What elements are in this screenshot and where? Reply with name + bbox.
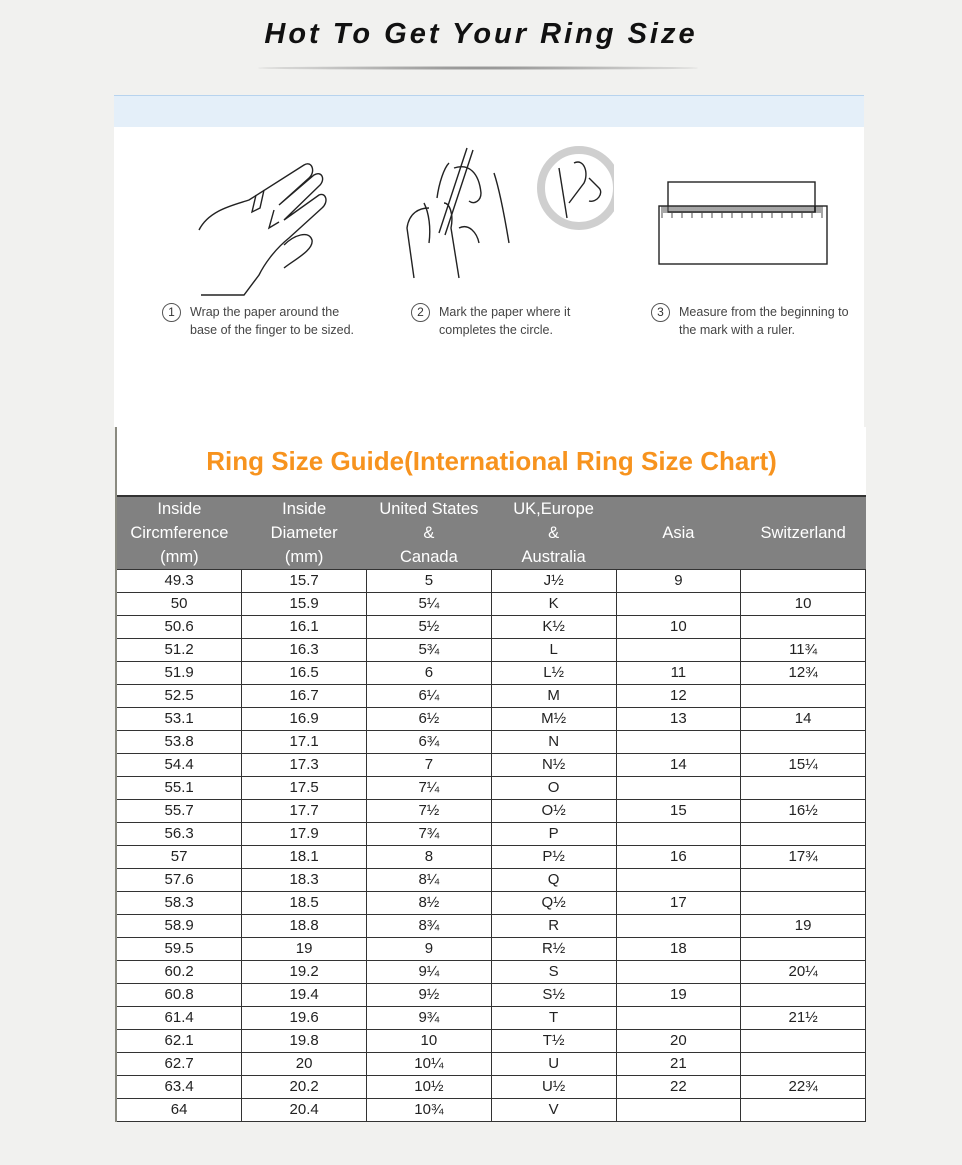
cell-asia xyxy=(616,639,741,662)
cell-switzerland: 10 xyxy=(741,593,866,616)
table-row xyxy=(117,639,866,662)
cell-uk-europe-australia: S½ xyxy=(491,984,616,1007)
column-header-line: Canada xyxy=(399,548,458,566)
cell-us-canada: 10 xyxy=(367,1030,492,1053)
cell-asia: 18 xyxy=(616,938,741,961)
table-row xyxy=(117,754,866,777)
step-2 xyxy=(411,303,570,339)
cell-switzerland: 15¼ xyxy=(741,754,866,777)
cell-us-canada: 8 xyxy=(367,846,492,869)
cell-inside-diameter: 16.5 xyxy=(242,662,367,685)
cell-inside-diameter: 20 xyxy=(242,1053,367,1076)
step-3-line-2: the mark with a ruler. xyxy=(679,323,796,337)
table-row xyxy=(117,869,866,892)
cell-us-canada: 6 xyxy=(367,662,492,685)
cell-inside-circumference: 50.6 xyxy=(117,616,242,639)
column-header-asia xyxy=(616,497,741,570)
cell-asia: 15 xyxy=(616,800,741,823)
column-header-line: UK,Europe xyxy=(513,500,594,518)
column-header-line: Inside xyxy=(157,500,202,518)
cell-inside-circumference: 61.4 xyxy=(117,1007,242,1030)
cell-us-canada: 8½ xyxy=(367,892,492,915)
column-header-us-canada xyxy=(367,497,492,570)
cell-inside-circumference: 62.1 xyxy=(117,1030,242,1053)
cell-inside-circumference: 54.4 xyxy=(117,754,242,777)
table-row xyxy=(117,777,866,800)
cell-uk-europe-australia: K½ xyxy=(491,616,616,639)
ruler-icon xyxy=(654,175,834,270)
cell-uk-europe-australia: L½ xyxy=(491,662,616,685)
cell-switzerland: 17¾ xyxy=(741,846,866,869)
table-row xyxy=(117,846,866,869)
cell-uk-europe-australia: U½ xyxy=(491,1076,616,1099)
cell-us-canada: 9 xyxy=(367,938,492,961)
table-row xyxy=(117,938,866,961)
cell-switzerland xyxy=(741,823,866,846)
step-2-number: 2 xyxy=(411,303,430,322)
cell-inside-diameter: 20.4 xyxy=(242,1099,367,1122)
step-1-line-1: Wrap the paper around the xyxy=(190,305,340,319)
cell-switzerland xyxy=(741,570,866,593)
cell-uk-europe-australia: T xyxy=(491,1007,616,1030)
step-1-line-2: base of the finger to be sized. xyxy=(190,323,354,337)
cell-asia: 16 xyxy=(616,846,741,869)
cell-inside-circumference: 64 xyxy=(117,1099,242,1122)
cell-inside-diameter: 16.1 xyxy=(242,616,367,639)
cell-inside-diameter: 16.7 xyxy=(242,685,367,708)
cell-us-canada: 6¼ xyxy=(367,685,492,708)
cell-uk-europe-australia: M½ xyxy=(491,708,616,731)
cell-asia: 21 xyxy=(616,1053,741,1076)
cell-us-canada: 7¼ xyxy=(367,777,492,800)
step-2-line-1: Mark the paper where it xyxy=(439,305,571,319)
step-2-line-2: completes the circle. xyxy=(439,323,553,337)
ring-size-chart xyxy=(115,427,866,1122)
cell-switzerland: 16½ xyxy=(741,800,866,823)
table-body xyxy=(117,570,866,1122)
cell-uk-europe-australia: N xyxy=(491,731,616,754)
cell-switzerland: 20¼ xyxy=(741,961,866,984)
cell-switzerland: 19 xyxy=(741,915,866,938)
cell-switzerland: 14 xyxy=(741,708,866,731)
ring-size-table xyxy=(117,497,866,1122)
cell-inside-circumference: 63.4 xyxy=(117,1076,242,1099)
cell-uk-europe-australia: V xyxy=(491,1099,616,1122)
cell-inside-circumference: 51.2 xyxy=(117,639,242,662)
table-row xyxy=(117,570,866,593)
column-header-line: Asia xyxy=(662,524,695,542)
column-header-line: Diameter xyxy=(270,524,338,542)
hand-marking-paper-icon xyxy=(399,143,614,298)
cell-inside-diameter: 19 xyxy=(242,938,367,961)
cell-switzerland: 11¾ xyxy=(741,639,866,662)
column-header-inside-diameter xyxy=(242,497,367,570)
column-header-uk-europe-australia xyxy=(491,497,616,570)
cell-asia: 10 xyxy=(616,616,741,639)
step-1-number: 1 xyxy=(162,303,181,322)
cell-inside-diameter: 18.5 xyxy=(242,892,367,915)
table-row xyxy=(117,1053,866,1076)
cell-switzerland xyxy=(741,869,866,892)
cell-inside-circumference: 52.5 xyxy=(117,685,242,708)
cell-uk-europe-australia: P xyxy=(491,823,616,846)
heading-underline-shadow xyxy=(258,66,698,70)
cell-switzerland xyxy=(741,685,866,708)
cell-us-canada: 10¾ xyxy=(367,1099,492,1122)
cell-asia xyxy=(616,1099,741,1122)
column-header-line: & xyxy=(548,524,560,542)
cell-us-canada: 5¾ xyxy=(367,639,492,662)
table-row xyxy=(117,731,866,754)
column-header-inside-circumference xyxy=(117,497,242,570)
cell-switzerland xyxy=(741,1099,866,1122)
table-row xyxy=(117,823,866,846)
column-header-line: (mm) xyxy=(284,548,324,566)
cell-us-canada: 9¾ xyxy=(367,1007,492,1030)
cell-switzerland xyxy=(741,1053,866,1076)
column-header-line: Circmference xyxy=(130,524,229,542)
table-row xyxy=(117,662,866,685)
cell-uk-europe-australia: Q½ xyxy=(491,892,616,915)
cell-uk-europe-australia: Q xyxy=(491,869,616,892)
cell-switzerland xyxy=(741,892,866,915)
table-header-row xyxy=(117,497,866,570)
cell-uk-europe-australia: O xyxy=(491,777,616,800)
cell-inside-diameter: 19.2 xyxy=(242,961,367,984)
step-3 xyxy=(651,303,849,339)
cell-inside-diameter: 19.6 xyxy=(242,1007,367,1030)
table-row xyxy=(117,1076,866,1099)
cell-uk-europe-australia: U xyxy=(491,1053,616,1076)
cell-us-canada: 6¾ xyxy=(367,731,492,754)
cell-inside-diameter: 17.7 xyxy=(242,800,367,823)
column-header-line: United States xyxy=(379,500,479,518)
table-row xyxy=(117,1007,866,1030)
cell-asia: 11 xyxy=(616,662,741,685)
column-header-line: Switzerland xyxy=(760,524,846,542)
table-row xyxy=(117,1030,866,1053)
cell-asia: 20 xyxy=(616,1030,741,1053)
cell-inside-circumference: 60.2 xyxy=(117,961,242,984)
table-row xyxy=(117,708,866,731)
column-header-line: Australia xyxy=(521,548,586,566)
cell-us-canada: 5¼ xyxy=(367,593,492,616)
step-3-line-1: Measure from the beginning to xyxy=(679,305,849,319)
table-row xyxy=(117,1099,866,1122)
cell-us-canada: 9¼ xyxy=(367,961,492,984)
cell-us-canada: 5½ xyxy=(367,616,492,639)
cell-inside-circumference: 49.3 xyxy=(117,570,242,593)
cell-inside-diameter: 16.3 xyxy=(242,639,367,662)
cell-uk-europe-australia: P½ xyxy=(491,846,616,869)
cell-asia: 19 xyxy=(616,984,741,1007)
cell-uk-europe-australia: J½ xyxy=(491,570,616,593)
column-header-switzerland xyxy=(741,497,866,570)
table-row xyxy=(117,800,866,823)
cell-uk-europe-australia: M xyxy=(491,685,616,708)
cell-inside-circumference: 53.1 xyxy=(117,708,242,731)
cell-switzerland: 12¾ xyxy=(741,662,866,685)
cell-inside-circumference: 60.8 xyxy=(117,984,242,1007)
cell-asia xyxy=(616,593,741,616)
cell-switzerland xyxy=(741,777,866,800)
cell-inside-circumference: 55.1 xyxy=(117,777,242,800)
cell-us-canada: 5 xyxy=(367,570,492,593)
cell-inside-circumference: 57.6 xyxy=(117,869,242,892)
cell-asia xyxy=(616,961,741,984)
column-header-line: (mm) xyxy=(160,548,199,566)
cell-asia xyxy=(616,869,741,892)
cell-us-canada: 6½ xyxy=(367,708,492,731)
cell-inside-circumference: 56.3 xyxy=(117,823,242,846)
cell-inside-diameter: 19.4 xyxy=(242,984,367,1007)
cell-inside-circumference: 55.7 xyxy=(117,800,242,823)
instructions-top-band xyxy=(114,95,864,127)
cell-asia: 22 xyxy=(616,1076,741,1099)
cell-inside-diameter: 18.3 xyxy=(242,869,367,892)
instructions-panel xyxy=(114,95,864,427)
table-row xyxy=(117,616,866,639)
cell-us-canada: 10½ xyxy=(367,1076,492,1099)
cell-asia: 17 xyxy=(616,892,741,915)
cell-uk-europe-australia: O½ xyxy=(491,800,616,823)
cell-uk-europe-australia: N½ xyxy=(491,754,616,777)
table-row xyxy=(117,961,866,984)
cell-uk-europe-australia: K xyxy=(491,593,616,616)
cell-inside-diameter: 18.1 xyxy=(242,846,367,869)
cell-us-canada: 9½ xyxy=(367,984,492,1007)
cell-us-canada: 10¼ xyxy=(367,1053,492,1076)
cell-asia xyxy=(616,915,741,938)
cell-asia xyxy=(616,823,741,846)
cell-us-canada: 7¾ xyxy=(367,823,492,846)
cell-inside-diameter: 18.8 xyxy=(242,915,367,938)
cell-inside-diameter: 17.9 xyxy=(242,823,367,846)
table-row xyxy=(117,685,866,708)
cell-inside-diameter: 17.5 xyxy=(242,777,367,800)
cell-inside-diameter: 16.9 xyxy=(242,708,367,731)
cell-asia xyxy=(616,1007,741,1030)
cell-inside-diameter: 19.8 xyxy=(242,1030,367,1053)
cell-inside-diameter: 15.7 xyxy=(242,570,367,593)
cell-us-canada: 8¼ xyxy=(367,869,492,892)
cell-inside-circumference: 53.8 xyxy=(117,731,242,754)
step-1 xyxy=(162,303,354,339)
cell-switzerland xyxy=(741,731,866,754)
cell-asia: 12 xyxy=(616,685,741,708)
cell-asia: 9 xyxy=(616,570,741,593)
cell-us-canada: 7½ xyxy=(367,800,492,823)
hand-with-paper-icon xyxy=(194,150,344,300)
cell-inside-circumference: 58.3 xyxy=(117,892,242,915)
cell-inside-circumference: 57 xyxy=(117,846,242,869)
cell-inside-diameter: 15.9 xyxy=(242,593,367,616)
cell-switzerland: 22¾ xyxy=(741,1076,866,1099)
cell-switzerland xyxy=(741,984,866,1007)
cell-inside-circumference: 58.9 xyxy=(117,915,242,938)
step-3-number: 3 xyxy=(651,303,670,322)
cell-inside-diameter: 17.3 xyxy=(242,754,367,777)
column-header-line: Inside xyxy=(282,500,327,518)
cell-uk-europe-australia: S xyxy=(491,961,616,984)
table-row xyxy=(117,892,866,915)
cell-switzerland xyxy=(741,616,866,639)
cell-asia xyxy=(616,731,741,754)
cell-inside-circumference: 51.9 xyxy=(117,662,242,685)
cell-asia: 13 xyxy=(616,708,741,731)
cell-uk-europe-australia: L xyxy=(491,639,616,662)
table-row xyxy=(117,915,866,938)
cell-inside-circumference: 50 xyxy=(117,593,242,616)
cell-asia xyxy=(616,777,741,800)
chart-title: Ring Size Guide(International Ring Size Chart) xyxy=(117,427,866,497)
cell-uk-europe-australia: R½ xyxy=(491,938,616,961)
cell-inside-diameter: 20.2 xyxy=(242,1076,367,1099)
cell-us-canada: 8¾ xyxy=(367,915,492,938)
cell-inside-circumference: 59.5 xyxy=(117,938,242,961)
page-heading: Hot To Get Your Ring Size xyxy=(264,18,698,50)
table-row xyxy=(117,984,866,1007)
column-header-line: & xyxy=(423,524,435,542)
cell-inside-circumference: 62.7 xyxy=(117,1053,242,1076)
table-row xyxy=(117,593,866,616)
cell-switzerland: 21½ xyxy=(741,1007,866,1030)
cell-switzerland xyxy=(741,1030,866,1053)
cell-switzerland xyxy=(741,938,866,961)
cell-us-canada: 7 xyxy=(367,754,492,777)
cell-uk-europe-australia: T½ xyxy=(491,1030,616,1053)
cell-uk-europe-australia: R xyxy=(491,915,616,938)
cell-inside-diameter: 17.1 xyxy=(242,731,367,754)
cell-asia: 14 xyxy=(616,754,741,777)
